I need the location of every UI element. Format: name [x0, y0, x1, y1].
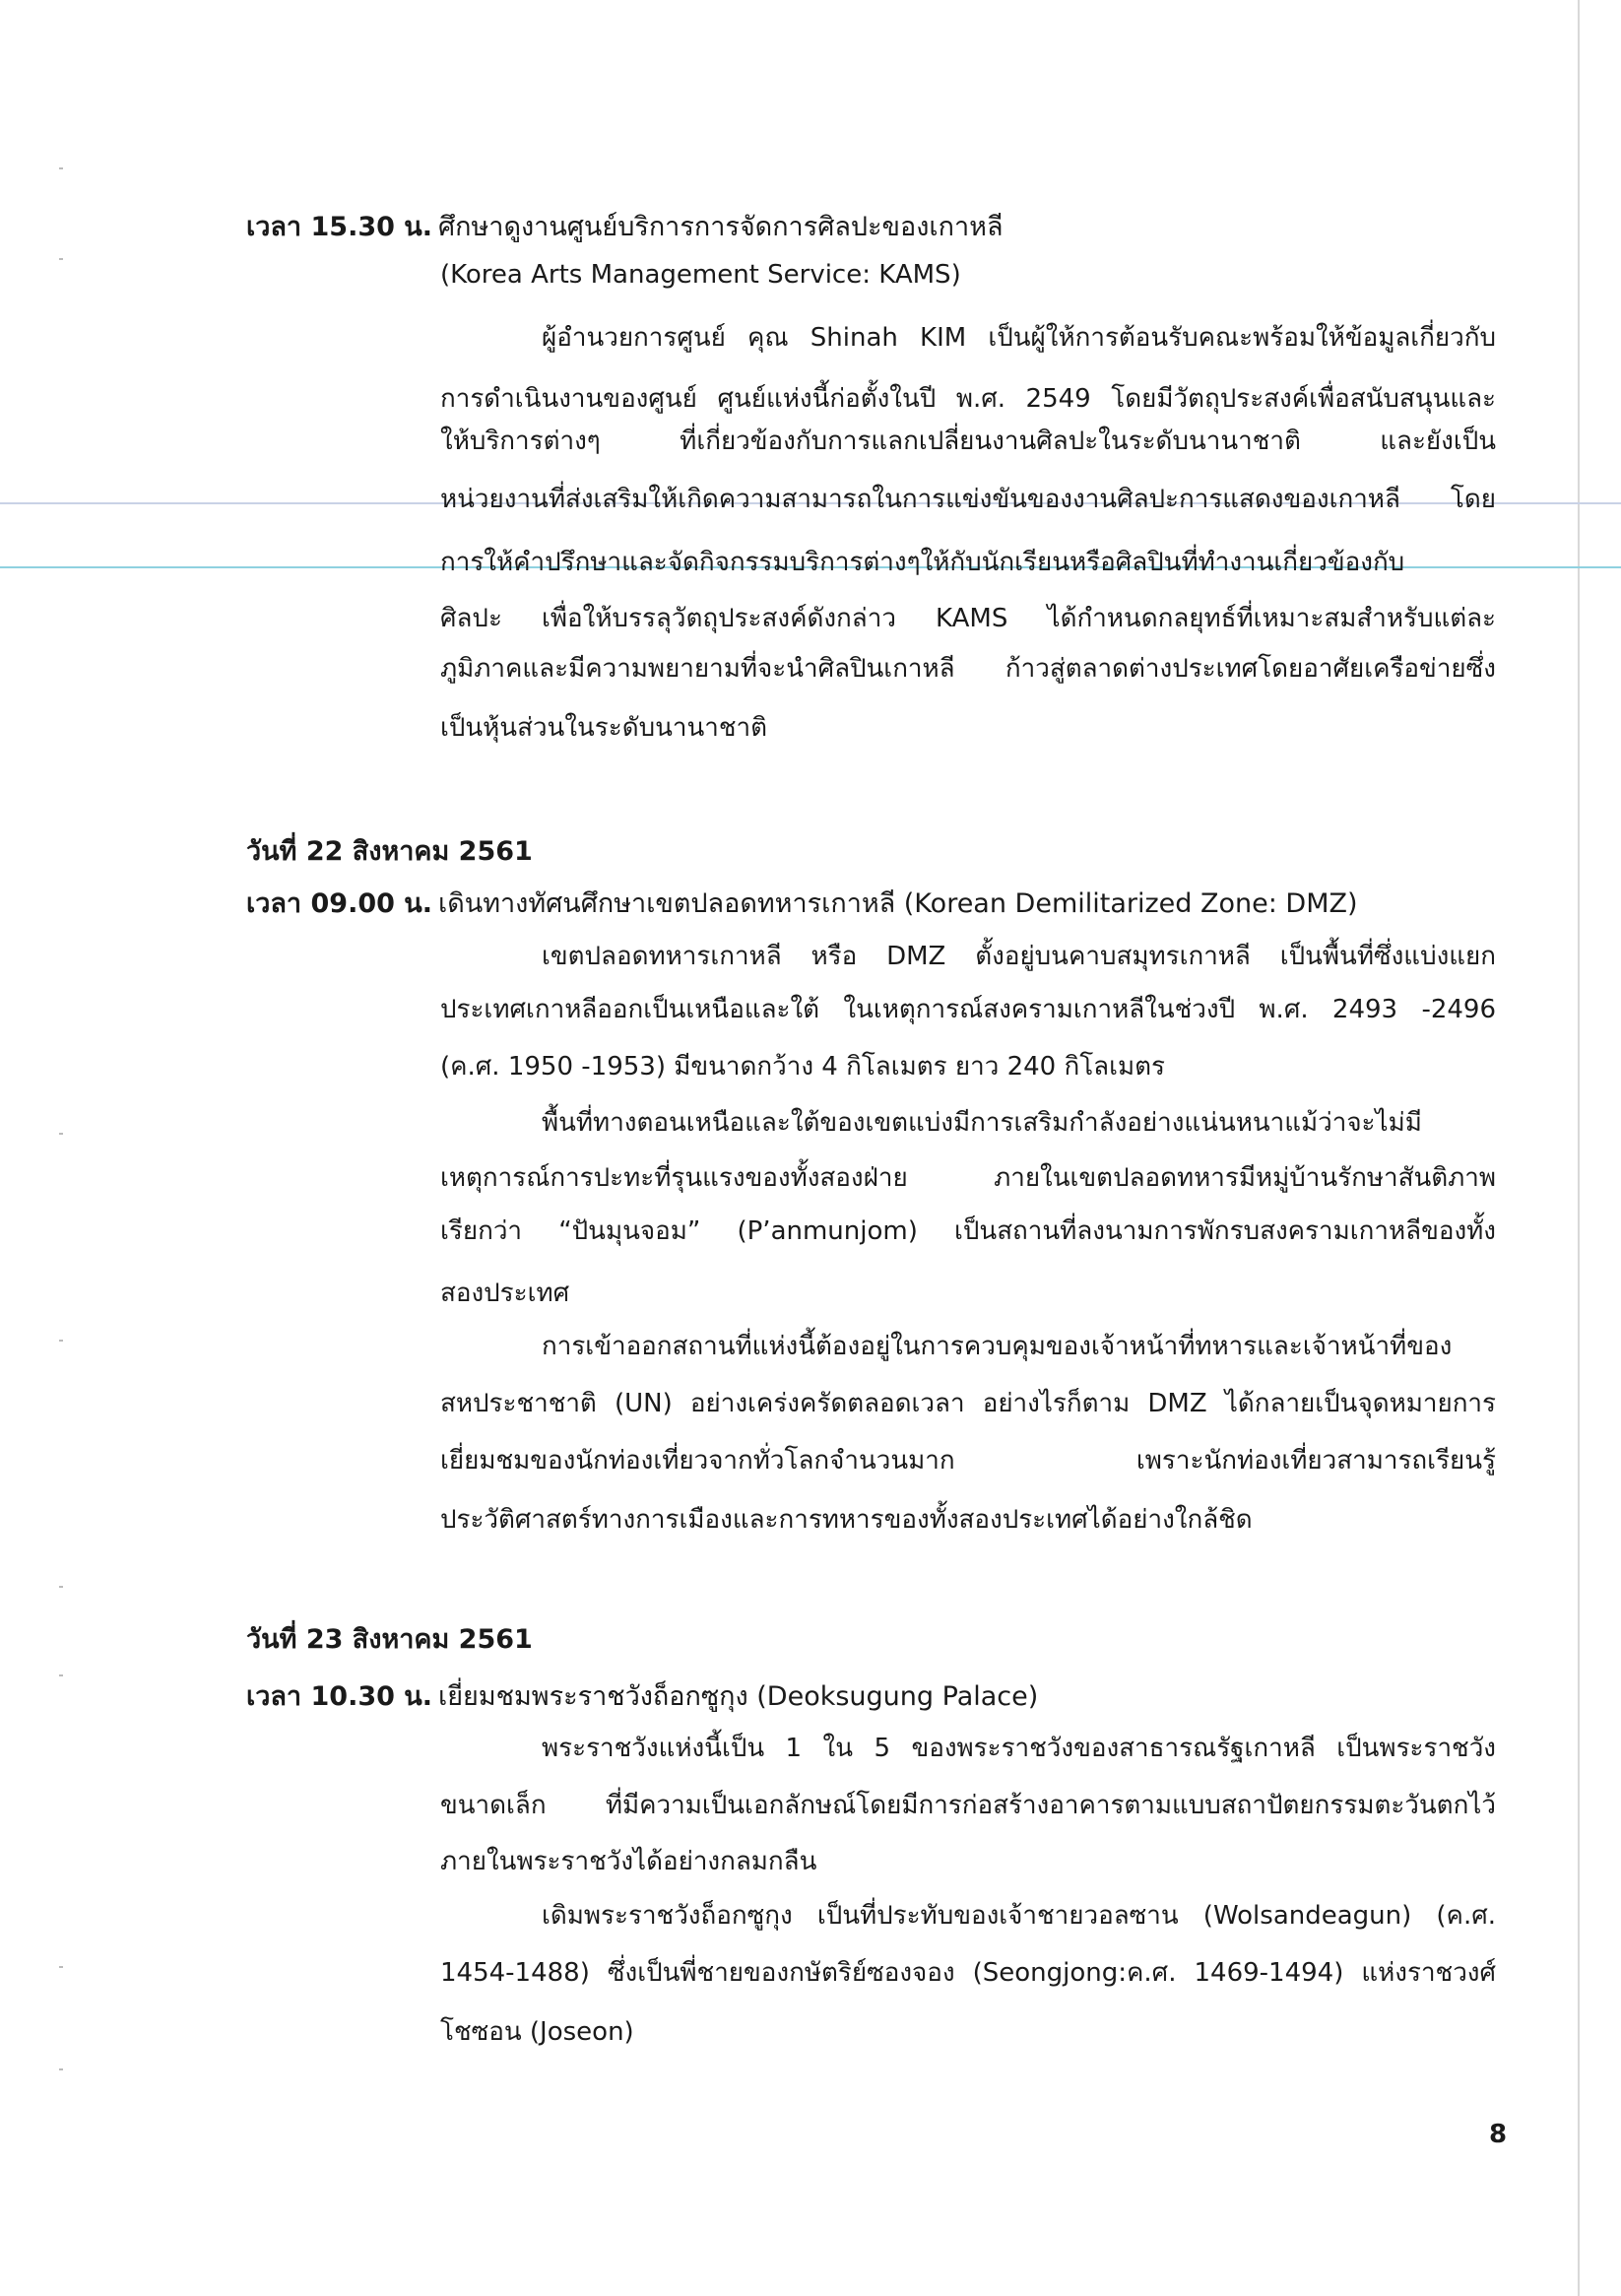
body-line: การให้คำปรึกษาและจัดกิจกรรมบริการต่างๆให้กับนักเรียนหรือศิลปินที่ทำงานเกี่ยวข้องกับ — [440, 548, 1405, 577]
body-line: เยี่ยมชมของนักท่องเที่ยวจากทั่วโลกจำนวนมาก เพราะนักท่องเที่ยวสามารถเรียนรู้ — [440, 1446, 1496, 1476]
session-time: เวลา 09.00 น. — [246, 888, 433, 919]
scan-speck — [59, 1674, 63, 1676]
date-heading: วันที่ 22 สิงหาคม 2561 — [246, 836, 533, 867]
scan-speck — [59, 1340, 63, 1342]
body-line: เรียกว่า “ปันมุนจอม” (P’anmunjom) เป็นสถานที่ลงนามการพักรบสงครามเกาหลีของทั้ง — [440, 1216, 1496, 1246]
body-line: พระราชวังแห่งนี้เป็น 1 ใน 5 ของพระราชวังของสาธารณรัฐเกาหลี เป็นพระราชวัง — [542, 1734, 1496, 1763]
body-line: ภูมิภาคและมีความพยายามที่จะนำศิลปินเกาหลี ก้าวสู่ตลาดต่างประเทศโดยอาศัยเครือข่ายซึ่ง — [440, 654, 1496, 684]
body-line: ให้บริการต่างๆ ที่เกี่ยวข้องกับการแลกเปลี่ยนงานศิลปะในระดับนานาชาติ และยังเป็น — [440, 426, 1496, 456]
body-line: (Korea Arts Management Service: KAMS) — [440, 260, 961, 290]
session-title: ศึกษาดูงานศูนย์บริการการจัดการศิลปะของเกาหลี — [438, 212, 1004, 242]
session-time: เวลา 15.30 น. — [246, 212, 433, 242]
body-line: (ค.ศ. 1950 -1953) มีขนาดกว้าง 4 กิโลเมตร ยาว 240 กิโลเมตร — [440, 1052, 1165, 1082]
scan-speck — [59, 2068, 63, 2070]
body-line: 1454-1488) ซึ่งเป็นพี่ชายของกษัตริย์ซองจอง (Seongjong:ค.ศ. 1469-1494) แห่งราชวงศ์ — [440, 1958, 1496, 1988]
body-line: โชซอน (Joseon) — [440, 2017, 634, 2047]
body-line: ประเทศเกาหลีออกเป็นเหนือและใต้ ในเหตุการณ์สงครามเกาหลีในช่วงปี พ.ศ. 2493 -2496 — [440, 995, 1496, 1024]
body-line: สหประชาชาติ (UN) อย่างเคร่งครัดตลอดเวลา อย่างไรก็ตาม DMZ ได้กลายเป็นจุดหมายการ — [440, 1389, 1496, 1418]
scan-speck — [59, 1966, 63, 1968]
session-time: เวลา 10.30 น. — [246, 1681, 433, 1712]
scan-speck — [59, 167, 63, 169]
body-line: การดำเนินงานของศูนย์ ศูนย์แห่งนี้ก่อตั้งในปี พ.ศ. 2549 โดยมีวัตถุประสงค์เพื่อสนับสนุนและ — [440, 384, 1496, 414]
body-line: เหตุการณ์การปะทะที่รุนแรงของทั้งสองฝ่าย ภายในเขตปลอดทหารมีหมู่บ้านรักษาสันติภาพ — [440, 1163, 1496, 1193]
body-line: ผู้อำนวยการศูนย์ คุณ Shinah KIM เป็นผู้ให้การต้อนรับคณะพร้อมให้ข้อมูลเกี่ยวกับ — [542, 323, 1496, 353]
body-line: เดิมพระราชวังถ็อกซูกุง เป็นที่ประทับของเจ้าชายวอลซาน (Wolsandeagun) (ค.ศ. — [542, 1901, 1496, 1931]
scan-speck — [59, 1586, 63, 1588]
body-line: พื้นที่ทางตอนเหนือและใต้ของเขตแบ่งมีการเสริมกำลังอย่างแน่นหนาแม้ว่าจะไม่มี — [542, 1108, 1422, 1138]
session-title: เดินทางทัศนศึกษาเขตปลอดทหารเกาหลี (Korean Demilitarized Zone: DMZ) — [438, 888, 1358, 919]
body-line: การเข้าออกสถานที่แห่งนี้ต้องอยู่ในการควบคุมของเจ้าหน้าที่ทหารและเจ้าหน้าที่ของ — [542, 1332, 1453, 1361]
body-line: ขนาดเล็ก ที่มีความเป็นเอกลักษณ์โดยมีการก่อสร้างอาคารตามแบบสถาปัตยกรรมตะวันตกไว้ — [440, 1791, 1496, 1820]
page-number: 8 — [1489, 2120, 1508, 2149]
body-line: หน่วยงานที่ส่งเสริมให้เกิดความสามารถในการแข่งขันของงานศิลปะการแสดงของเกาหลี โดย — [440, 485, 1496, 514]
scan-edge-line — [1578, 0, 1580, 2296]
body-line: ประวัติศาสตร์ทางการเมืองและการทหารของทั้งสองประเทศได้อย่างใกล้ชิด — [440, 1505, 1253, 1535]
scan-speck — [59, 258, 63, 260]
body-line: เขตปลอดทหารเกาหลี หรือ DMZ ตั้งอยู่บนคาบสมุทรเกาหลี เป็นพื้นที่ซึ่งแบ่งแยก — [542, 942, 1496, 971]
body-line: ศิลปะ เพื่อให้บรรลุวัตถุประสงค์ดังกล่าว KAMS ได้กำหนดกลยุทธ์ที่เหมาะสมสำหรับแต่ละ — [440, 604, 1496, 633]
body-line: เป็นหุ้นส่วนในระดับนานาชาติ — [440, 713, 767, 743]
session-title: เยี่ยมชมพระราชวังถ็อกซูกุง (Deoksugung Palace) — [438, 1681, 1039, 1712]
body-line: สองประเทศ — [440, 1279, 570, 1308]
date-heading: วันที่ 23 สิงหาคม 2561 — [246, 1624, 533, 1655]
body-line: ภายในพระราชวังได้อย่างกลมกลืน — [440, 1847, 817, 1876]
scan-speck — [59, 1133, 63, 1135]
